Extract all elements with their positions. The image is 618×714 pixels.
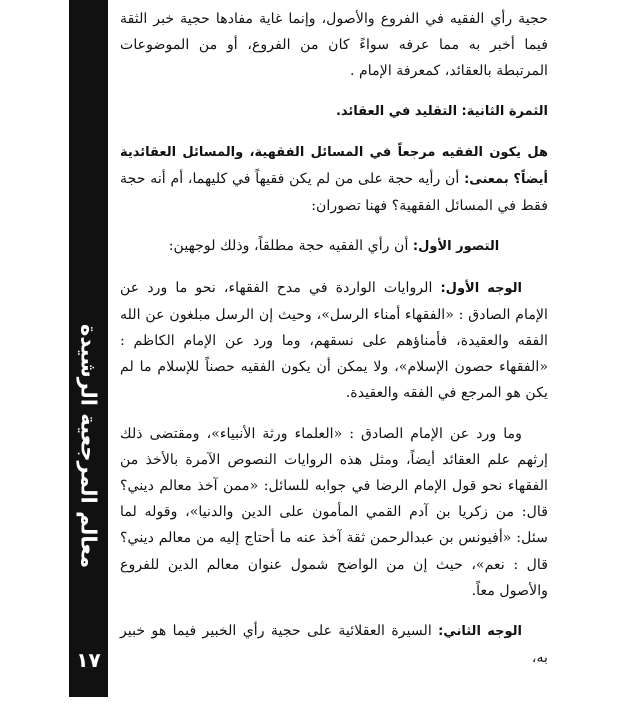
heading-second-fruit: الثمرة الثانية: التقليد في العقائد. (335, 103, 548, 119)
question-rest: أن رأيه حجة على من لم يكن فقيهاً في كليهما، أم أنه حجة فقط في المسائل الفقهية؟ فهنا تصوران: (120, 171, 548, 215)
book-title: معالم المرجعية الرشيدة (76, 323, 101, 568)
first-concept-text: أن رأي الفقيه حجة مطلقاً، وذلك لوجهين: (168, 238, 409, 255)
paragraph-question (120, 139, 548, 220)
question-bold: هل يكون الفقيه مرجعاً في المسائل الفقهية، والمسائل العقائدية أيضاً؟ بمعنى: (120, 144, 548, 188)
paragraph-first-aspect (120, 275, 548, 407)
sidebar-band (69, 0, 108, 697)
paragraph-intro: حجية رأي الفقيه في الفروع والأصول، وإنما غاية مفادها حجية خبر الثقة فيما أخبر به مما عرفه سواءً كان من الفروع، أو من الموضوعات المرتبطة بالعقائد، كمعرفة الإمام . (120, 11, 548, 80)
first-aspect-label: الوجه الأول: (440, 280, 523, 296)
first-aspect-text: الروايات الواردة في مدح الفقهاء، نحو ما ورد عن الإمام الصادق : «الفقهاء أمناء الرسل»، وحيث إن الرسل مبلغون عن الله الفقه والعقيدة، فأمناؤهم على نسقهم، وما ورد عن الإمام الكاظم : «الفقهاء حصون الإسلام»، ولا يمكن أن يكون الفقيه حصناً للإسلام ما لم يكن هو المرجع في الفقه والعقيدة. (120, 279, 548, 402)
first-concept-label: التصور الأول: (412, 239, 500, 255)
second-aspect-label: الوجه الثاني: (438, 624, 522, 640)
page-body (120, 6, 548, 671)
paragraph-sadiq-narration: وما ورد عن الإمام الصادق : «العلماء ورثة الأنبياء»، ومقتضى ذلك إرثهم علم العقائد أيضاً، ومثل هذه الروايات النصوص الآمرة بالأخذ من الفقهاء نحو قول الإمام الرضا في جوابه للسائل: «ممن آخذ معالم ديني؟ قال: من زكريا بن آدم القمي المأمون على الدين والدنيا»، وقوله لما سئل: «أفيونس بن عبدالرحمن ثقة آخذ عنه ما أحتاج إليه من معالم ديني؟ قال : نعم»، حيث إن من الواضح شمول عنوان معالم الدين للفروع والأصول معاً. (120, 425, 548, 599)
second-aspect-text: السيرة العقلائية على حجية رأي الخبير فيما هو خبير به، (120, 623, 548, 667)
paragraph-first-concept (120, 233, 548, 260)
paragraph-second-aspect (120, 618, 548, 671)
page-number: ١٧ (76, 648, 101, 672)
